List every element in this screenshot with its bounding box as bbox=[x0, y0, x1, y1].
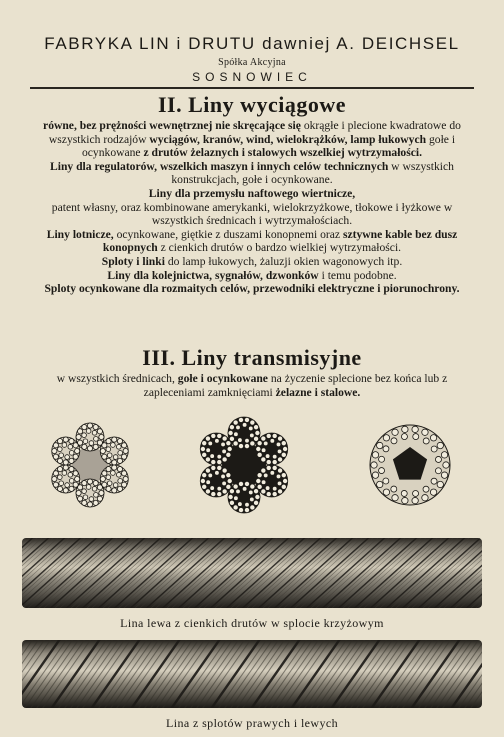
text-bold: Sploty i linki bbox=[101, 254, 165, 268]
text: ocynkowane, giętkie z duszami konopnemi oraz bbox=[113, 227, 343, 241]
page-header bbox=[0, 34, 504, 85]
text: do lamp łukowych, żaluzji okien wagonowych itp. bbox=[164, 254, 403, 268]
company-city: SOSNOWIEC bbox=[192, 70, 312, 84]
text: w wszystkich konstrukcjach, gołe i ocynkowane. bbox=[171, 159, 454, 187]
section-2-paragraph-1 bbox=[28, 119, 476, 160]
text-bold: sztywne kable bez dusz konopnych bbox=[102, 227, 458, 255]
text: patent własny, oraz kombinowane amerykanki, wielokrzyżkowe, tłokowe i łyżkowe w wszystkich średnicach i wytrzymałościach. bbox=[51, 200, 453, 228]
text-bold: równe, bez prężności wewnętrznej nie skręcające się bbox=[43, 119, 301, 132]
cross-section-1-icon bbox=[52, 423, 128, 507]
text: gołe i ocynkowane bbox=[81, 132, 456, 160]
section-2-paragraph-4 bbox=[28, 228, 476, 255]
text-bold: ych bbox=[370, 159, 389, 173]
text-bold: z drutów żelaznych i stalowych wszelkiej wytrzymałości. bbox=[143, 146, 423, 160]
text-bold: Liny lotnicze, bbox=[46, 227, 114, 241]
cross-section-3-icon bbox=[370, 425, 450, 505]
rope-image-2 bbox=[22, 634, 482, 714]
section-3-paragraph-1 bbox=[28, 372, 476, 399]
rope-cross-sections bbox=[30, 415, 474, 515]
company-subtitle: Spółka Akcyjna bbox=[218, 57, 286, 68]
rope-image-1 bbox=[22, 532, 482, 614]
text-bold: Liny dla regulatorów, wszelkich maszyn i innych celów techniczn bbox=[50, 159, 371, 173]
text-bold: Sploty ocynkowane dla rozmaitych celów, przewodniki elektryczne i piorunochrony. bbox=[44, 282, 460, 296]
text-bold: Liny dla przemysłu naftowego wiertnicze, bbox=[148, 186, 356, 200]
text: na życzenie splecione bez końca lub z zapleceniami zamknięciami bbox=[143, 372, 448, 399]
header-rule bbox=[30, 87, 474, 89]
text: z cienkich drutów o bardzo wielkiej wytrzymałości. bbox=[157, 241, 402, 255]
figure-1-caption: Lina lewa z cienkich drutów w splocie krzyżowym bbox=[120, 616, 384, 630]
text-bold: wyciągów, kranów, wind, wielokrążków, lamp łukowych bbox=[149, 132, 427, 146]
section-2-paragraph-6 bbox=[28, 269, 476, 283]
text: i temu podobne. bbox=[318, 268, 397, 282]
figure-2-caption: Lina z splotów prawych i lewych bbox=[165, 716, 339, 730]
section-2-paragraph-5 bbox=[28, 255, 476, 269]
text-bold: żelazne i stalowe. bbox=[275, 385, 361, 399]
section-2-body bbox=[28, 119, 476, 296]
section-3-title: III. Liny transmisyjne bbox=[142, 345, 362, 370]
cross-section-2-icon bbox=[200, 417, 287, 513]
section-2-paragraph-3 bbox=[28, 187, 476, 228]
section-2-title: II. Liny wyciągowe bbox=[157, 92, 347, 117]
company-name: FABRYKA LIN i DRUTU dawniej A. DEICHSEL bbox=[44, 34, 460, 53]
section-2-paragraph-2 bbox=[28, 160, 476, 187]
section-2-paragraph-7 bbox=[28, 282, 476, 296]
text: okrągłe i plecione kwadratowe do wszystkich rodzajów bbox=[48, 119, 461, 146]
text-bold: gołe i ocynkowane bbox=[177, 372, 268, 385]
text-bold: Liny dla kolejnictwa, sygnałów, dzwonków bbox=[107, 268, 319, 282]
section-3-body bbox=[28, 372, 476, 399]
text: w wszystkich średnicach, bbox=[56, 372, 178, 385]
